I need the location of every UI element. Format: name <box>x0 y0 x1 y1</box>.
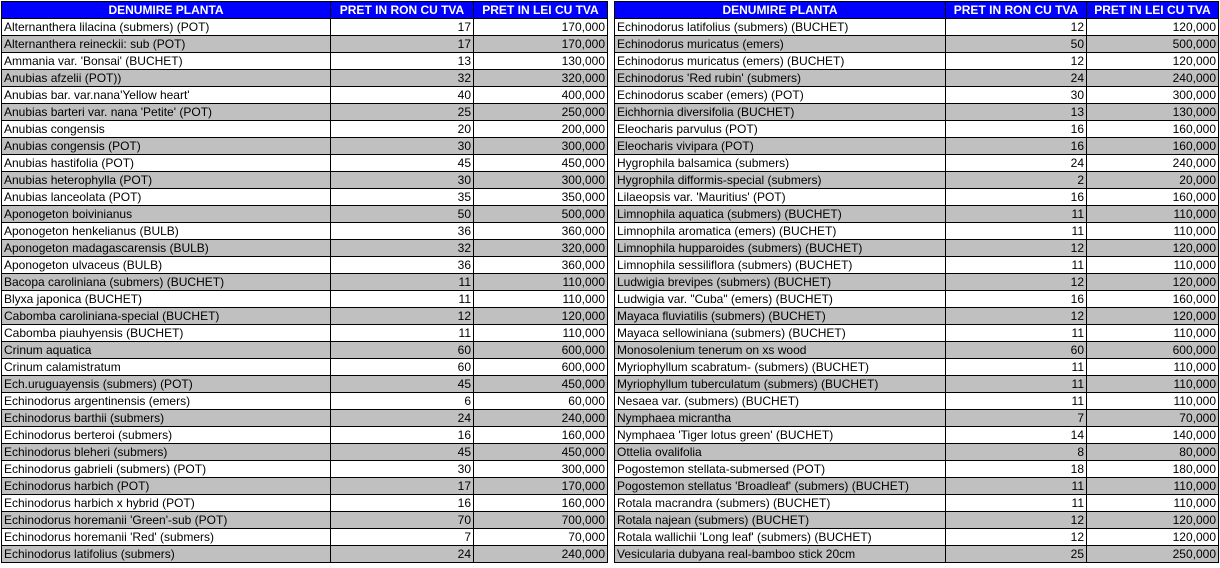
plant-name-cell[interactable]: Aponogeton henkelianus (BULB) <box>2 223 331 240</box>
plant-name-cell[interactable]: Ammania var. 'Bonsai' (BUCHET) <box>2 53 331 70</box>
price-lei-cell[interactable]: 110,000 <box>1087 376 1219 393</box>
plant-name-cell[interactable]: Pogostemon stellata-submersed (POT) <box>615 461 946 478</box>
price-ron-cell[interactable]: 45 <box>331 376 474 393</box>
price-ron-cell[interactable]: 17 <box>331 19 474 36</box>
plant-name-cell[interactable]: Echinodorus gabrieli (submers) (POT) <box>2 461 331 478</box>
plant-name-cell[interactable]: Eichhornia diversifolia (BUCHET) <box>615 104 946 121</box>
plant-name-cell[interactable]: Anubias hastifolia (POT) <box>2 155 331 172</box>
price-lei-cell[interactable]: 250,000 <box>1087 546 1219 563</box>
table-row <box>2 138 608 155</box>
price-ron-cell[interactable]: 11 <box>331 291 474 308</box>
price-lei-cell[interactable]: 450,000 <box>474 376 608 393</box>
price-lei-cell[interactable]: 70,000 <box>1087 410 1219 427</box>
price-ron-cell[interactable]: 60 <box>331 342 474 359</box>
table-row <box>615 87 1219 104</box>
table-row <box>2 70 608 87</box>
price-ron-cell[interactable]: 17 <box>331 36 474 53</box>
price-lei-cell[interactable]: 160,000 <box>1087 189 1219 206</box>
price-ron-cell[interactable]: 25 <box>946 546 1087 563</box>
table-row <box>615 206 1219 223</box>
table-row <box>2 410 608 427</box>
price-lei-cell[interactable]: 130,000 <box>474 53 608 70</box>
price-ron-cell[interactable]: 32 <box>331 70 474 87</box>
plant-name-cell[interactable]: Myriophyllum scabratum- (submers) (BUCHET) <box>615 359 946 376</box>
price-ron-cell[interactable]: 2 <box>946 172 1087 189</box>
table-row <box>615 36 1219 53</box>
price-ron-cell[interactable]: 16 <box>946 138 1087 155</box>
price-table-left <box>1 1 608 563</box>
table-row <box>615 512 1219 529</box>
price-ron-cell[interactable]: 17 <box>331 478 474 495</box>
table-row <box>2 121 608 138</box>
plant-name-cell[interactable]: Vesicularia dubyana real-bamboo stick 20cm <box>615 546 946 563</box>
plant-name-cell[interactable]: Anubias heterophylla (POT) <box>2 172 331 189</box>
plant-name-cell[interactable]: Echinodorus harbich x hybrid (POT) <box>2 495 331 512</box>
plant-name-cell[interactable]: Echinodorus latifolius (submers) <box>2 546 331 563</box>
table-row <box>615 461 1219 478</box>
table-row <box>2 444 608 461</box>
price-lei-cell[interactable]: 450,000 <box>474 444 608 461</box>
plant-name-cell[interactable]: Monosolenium tenerum on xs wood <box>615 342 946 359</box>
price-lei-cell[interactable]: 240,000 <box>1087 155 1219 172</box>
price-lei-cell[interactable]: 300,000 <box>474 461 608 478</box>
plant-name-cell[interactable]: Limnophila hupparoides (submers) (BUCHET) <box>615 240 946 257</box>
price-ron-cell[interactable]: 24 <box>331 410 474 427</box>
column-separator <box>608 0 613 568</box>
plant-name-cell[interactable]: Mayaca sellowiniana (submers) (BUCHET) <box>615 325 946 342</box>
price-ron-cell[interactable]: 36 <box>331 257 474 274</box>
plant-name-cell[interactable]: Echinodorus horemanii 'Green'-sub (POT) <box>2 512 331 529</box>
plant-name-cell[interactable]: Echinodorus harbich (POT) <box>2 478 331 495</box>
price-ron-cell[interactable]: 12 <box>946 308 1087 325</box>
price-lei-cell[interactable]: 170,000 <box>474 478 608 495</box>
price-lei-cell[interactable]: 300,000 <box>474 172 608 189</box>
price-lei-cell[interactable]: 400,000 <box>474 87 608 104</box>
price-lei-cell[interactable]: 160,000 <box>1087 291 1219 308</box>
table-row <box>2 325 608 342</box>
plant-name-cell[interactable]: Pogostemon stellatus 'Broadleaf' (submers) (BUCHET) <box>615 478 946 495</box>
table-row <box>615 376 1219 393</box>
table-row <box>2 478 608 495</box>
table-row <box>2 274 608 291</box>
plant-name-cell[interactable]: Lilaeopsis var. 'Mauritius' (POT) <box>615 189 946 206</box>
price-lei-cell[interactable]: 120,000 <box>1087 240 1219 257</box>
table-row <box>2 240 608 257</box>
table-row <box>2 172 608 189</box>
price-ron-cell[interactable]: 20 <box>331 121 474 138</box>
plant-name-cell[interactable]: Echinodorus argentinensis (emers) <box>2 393 331 410</box>
price-ron-cell[interactable]: 45 <box>331 155 474 172</box>
price-lei-cell[interactable]: 70,000 <box>474 529 608 546</box>
plant-name-cell[interactable]: Bacopa caroliniana (submers) (BUCHET) <box>2 274 331 291</box>
plant-name-cell[interactable]: Nesaea var. (submers) (BUCHET) <box>615 393 946 410</box>
table-row <box>2 257 608 274</box>
table-row <box>615 189 1219 206</box>
plant-name-cell[interactable]: Echinodorus berteroi (submers) <box>2 427 331 444</box>
price-lei-cell[interactable]: 140,000 <box>1087 427 1219 444</box>
price-ron-cell[interactable]: 50 <box>946 36 1087 53</box>
price-lei-cell[interactable]: 700,000 <box>474 512 608 529</box>
plant-name-cell[interactable]: Anubias lanceolata (POT) <box>2 189 331 206</box>
price-ron-cell[interactable]: 11 <box>946 223 1087 240</box>
plant-name-cell[interactable]: Alternanthera lilacina (submers) (POT) <box>2 19 331 36</box>
price-ron-cell[interactable]: 30 <box>331 138 474 155</box>
price-lei-cell[interactable]: 120,000 <box>1087 529 1219 546</box>
plant-name-cell[interactable]: Anubias congensis <box>2 121 331 138</box>
price-lei-cell[interactable]: 600,000 <box>474 359 608 376</box>
price-ron-cell[interactable]: 24 <box>946 70 1087 87</box>
plant-name-cell[interactable]: Mayaca fluviatilis (submers) (BUCHET) <box>615 308 946 325</box>
price-ron-cell[interactable]: 12 <box>946 240 1087 257</box>
price-lei-cell[interactable]: 170,000 <box>474 19 608 36</box>
plant-name-cell[interactable]: Cabomba caroliniana-special (BUCHET) <box>2 308 331 325</box>
table-row <box>2 291 608 308</box>
plant-name-cell[interactable]: Nymphaea 'Tiger lotus green' (BUCHET) <box>615 427 946 444</box>
price-lei-cell[interactable]: 360,000 <box>474 223 608 240</box>
price-ron-cell[interactable]: 11 <box>946 478 1087 495</box>
price-ron-cell[interactable]: 11 <box>946 359 1087 376</box>
price-table-right <box>614 1 1219 563</box>
table-row <box>615 359 1219 376</box>
table-row <box>2 223 608 240</box>
price-lei-cell[interactable]: 350,000 <box>474 189 608 206</box>
price-ron-cell[interactable]: 12 <box>946 19 1087 36</box>
table-row <box>2 342 608 359</box>
price-ron-cell[interactable]: 18 <box>946 461 1087 478</box>
price-lei-cell[interactable]: 240,000 <box>1087 70 1219 87</box>
price-lei-cell[interactable]: 120,000 <box>1087 19 1219 36</box>
price-ron-cell[interactable]: 30 <box>331 172 474 189</box>
price-ron-cell[interactable]: 11 <box>946 206 1087 223</box>
price-lei-cell[interactable]: 200,000 <box>474 121 608 138</box>
header-price-lei[interactable]: PRET IN LEI CU TVA <box>474 2 608 19</box>
price-lei-cell[interactable]: 450,000 <box>474 155 608 172</box>
price-lei-cell[interactable]: 110,000 <box>474 274 608 291</box>
table-row <box>615 19 1219 36</box>
price-ron-cell[interactable]: 13 <box>946 104 1087 121</box>
price-ron-cell[interactable]: 50 <box>331 206 474 223</box>
price-lei-cell[interactable]: 300,000 <box>474 138 608 155</box>
price-lei-cell[interactable]: 500,000 <box>474 206 608 223</box>
price-ron-cell[interactable]: 25 <box>331 104 474 121</box>
header-plant-name[interactable]: DENUMIRE PLANTA <box>2 2 331 19</box>
plant-name-cell[interactable]: Ech.uruguayensis (submers) (POT) <box>2 376 331 393</box>
price-lei-cell[interactable]: 80,000 <box>1087 444 1219 461</box>
price-lei-cell[interactable]: 320,000 <box>474 240 608 257</box>
price-ron-cell[interactable]: 40 <box>331 87 474 104</box>
price-lei-cell[interactable]: 110,000 <box>1087 325 1219 342</box>
table-row <box>2 512 608 529</box>
header-plant-name[interactable]: DENUMIRE PLANTA <box>615 2 946 19</box>
price-lei-cell[interactable]: 160,000 <box>1087 121 1219 138</box>
plant-name-cell[interactable]: Alternanthera reineckii: sub (POT) <box>2 36 331 53</box>
table-row <box>615 393 1219 410</box>
price-ron-cell[interactable]: 11 <box>946 376 1087 393</box>
plant-name-cell[interactable]: Anubias congensis (POT) <box>2 138 331 155</box>
table-row <box>615 155 1219 172</box>
price-ron-cell[interactable]: 6 <box>331 393 474 410</box>
table-row <box>615 53 1219 70</box>
price-ron-cell[interactable]: 24 <box>946 155 1087 172</box>
plant-name-cell[interactable]: Rotala macrandra (submers) (BUCHET) <box>615 495 946 512</box>
price-lei-cell[interactable]: 120,000 <box>474 308 608 325</box>
plant-name-cell[interactable]: Echinodorus muricatus (emers) <box>615 36 946 53</box>
table-row <box>615 325 1219 342</box>
table-row <box>2 87 608 104</box>
plant-name-cell[interactable]: Limnophila sessiliflora (submers) (BUCHET) <box>615 257 946 274</box>
price-ron-cell[interactable]: 11 <box>946 257 1087 274</box>
table-row <box>615 478 1219 495</box>
price-ron-cell[interactable]: 32 <box>331 240 474 257</box>
price-ron-cell[interactable]: 16 <box>946 121 1087 138</box>
plant-name-cell[interactable]: Eleocharis vivipara (POT) <box>615 138 946 155</box>
plant-name-cell[interactable]: Anubias bar. var.nana'Yellow heart' <box>2 87 331 104</box>
plant-name-cell[interactable]: Cabomba piauhyensis (BUCHET) <box>2 325 331 342</box>
plant-name-cell[interactable]: Hygrophila difformis-special (submers) <box>615 172 946 189</box>
table-row <box>2 104 608 121</box>
plant-name-cell[interactable]: Echinodorus muricatus (emers) (BUCHET) <box>615 53 946 70</box>
price-ron-cell[interactable]: 16 <box>331 427 474 444</box>
plant-name-cell[interactable]: Crinum calamistratum <box>2 359 331 376</box>
table-body-left <box>2 19 608 563</box>
price-ron-cell[interactable]: 60 <box>331 359 474 376</box>
table-row <box>2 206 608 223</box>
table-row <box>2 376 608 393</box>
price-lei-cell[interactable]: 600,000 <box>1087 342 1219 359</box>
price-lei-cell[interactable]: 120,000 <box>1087 512 1219 529</box>
plant-name-cell[interactable]: Limnophila aromatica (emers) (BUCHET) <box>615 223 946 240</box>
price-ron-cell[interactable]: 11 <box>946 495 1087 512</box>
price-lei-cell[interactable]: 320,000 <box>474 70 608 87</box>
table-row <box>615 444 1219 461</box>
table-row <box>615 308 1219 325</box>
header-row <box>2 2 608 19</box>
plant-name-cell[interactable]: Ludwigia var. "Cuba" (emers) (BUCHET) <box>615 291 946 308</box>
price-lei-cell[interactable]: 500,000 <box>1087 36 1219 53</box>
price-lei-cell[interactable]: 130,000 <box>1087 104 1219 121</box>
plant-name-cell[interactable]: Aponogeton madagascarensis (BULB) <box>2 240 331 257</box>
header-price-ron[interactable]: PRET IN RON CU TVA <box>946 2 1087 19</box>
price-ron-cell[interactable]: 7 <box>946 410 1087 427</box>
plant-name-cell[interactable]: Rotala wallichii 'Long leaf' (submers) (BUCHET) <box>615 529 946 546</box>
plant-name-cell[interactable]: Nymphaea micrantha <box>615 410 946 427</box>
header-price-lei[interactable]: PRET IN LEI CU TVA <box>1087 2 1219 19</box>
table-row <box>615 274 1219 291</box>
price-ron-cell[interactable]: 7 <box>331 529 474 546</box>
table-row <box>2 53 608 70</box>
price-lei-cell[interactable]: 160,000 <box>1087 138 1219 155</box>
plant-name-cell[interactable]: Rotala najean (submers) (BUCHET) <box>615 512 946 529</box>
table-row <box>615 342 1219 359</box>
price-ron-cell[interactable]: 12 <box>946 53 1087 70</box>
price-lei-cell[interactable]: 360,000 <box>474 257 608 274</box>
price-lei-cell[interactable]: 20,000 <box>1087 172 1219 189</box>
table-row <box>2 359 608 376</box>
plant-name-cell[interactable]: Limnophila aquatica (submers) (BUCHET) <box>615 206 946 223</box>
plant-name-cell[interactable]: Echinodorus bleheri (submers) <box>2 444 331 461</box>
table-row <box>2 155 608 172</box>
price-lei-cell[interactable]: 300,000 <box>1087 87 1219 104</box>
plant-name-cell[interactable]: Echinodorus barthii (submers) <box>2 410 331 427</box>
table-row <box>615 138 1219 155</box>
price-lei-cell[interactable]: 120,000 <box>1087 274 1219 291</box>
price-ron-cell[interactable]: 8 <box>946 444 1087 461</box>
price-lei-cell[interactable]: 110,000 <box>1087 359 1219 376</box>
price-ron-cell[interactable]: 70 <box>331 512 474 529</box>
table-row <box>2 495 608 512</box>
price-lei-cell[interactable]: 110,000 <box>1087 495 1219 512</box>
price-ron-cell[interactable]: 60 <box>946 342 1087 359</box>
price-lei-cell[interactable]: 240,000 <box>474 410 608 427</box>
plant-name-cell[interactable]: Eleocharis parvulus (POT) <box>615 121 946 138</box>
price-lei-cell[interactable]: 120,000 <box>1087 308 1219 325</box>
price-ron-cell[interactable]: 12 <box>946 529 1087 546</box>
price-lei-cell[interactable]: 110,000 <box>1087 223 1219 240</box>
price-lei-cell[interactable]: 60,000 <box>474 393 608 410</box>
table-row <box>615 223 1219 240</box>
price-ron-cell[interactable]: 11 <box>946 325 1087 342</box>
price-lei-cell[interactable]: 160,000 <box>474 495 608 512</box>
table-row <box>2 427 608 444</box>
price-lei-cell[interactable]: 170,000 <box>474 36 608 53</box>
price-ron-cell[interactable]: 14 <box>946 427 1087 444</box>
table-row <box>2 393 608 410</box>
price-ron-cell[interactable]: 11 <box>331 325 474 342</box>
table-row <box>2 36 608 53</box>
plant-name-cell[interactable]: Ludwigia brevipes (submers) (BUCHET) <box>615 274 946 291</box>
price-lei-cell[interactable]: 240,000 <box>474 546 608 563</box>
price-lei-cell[interactable]: 110,000 <box>474 325 608 342</box>
table-row <box>2 529 608 546</box>
price-ron-cell[interactable]: 12 <box>331 308 474 325</box>
table-row <box>2 189 608 206</box>
table-row <box>615 410 1219 427</box>
price-lei-cell[interactable]: 110,000 <box>1087 393 1219 410</box>
price-ron-cell[interactable]: 30 <box>946 87 1087 104</box>
price-lei-cell[interactable]: 160,000 <box>474 427 608 444</box>
table-row <box>2 308 608 325</box>
plant-name-cell[interactable]: Ottelia ovalifolia <box>615 444 946 461</box>
price-lei-cell[interactable]: 180,000 <box>1087 461 1219 478</box>
table-row <box>615 121 1219 138</box>
price-lei-cell[interactable]: 110,000 <box>1087 257 1219 274</box>
price-lei-cell[interactable]: 110,000 <box>474 291 608 308</box>
table-row <box>615 240 1219 257</box>
table-row <box>2 19 608 36</box>
plant-name-cell[interactable]: Aponogeton boivinianus <box>2 206 331 223</box>
price-ron-cell[interactable]: 11 <box>331 274 474 291</box>
table-row <box>615 291 1219 308</box>
plant-name-cell[interactable]: Hygrophila balsamica (submers) <box>615 155 946 172</box>
price-lei-cell[interactable]: 110,000 <box>1087 206 1219 223</box>
plant-name-cell[interactable]: Aponogeton ulvaceus (BULB) <box>2 257 331 274</box>
plant-name-cell[interactable]: Echinodorus latifolius (submers) (BUCHET) <box>615 19 946 36</box>
table-row <box>615 546 1219 563</box>
price-ron-cell[interactable]: 16 <box>946 189 1087 206</box>
plant-name-cell[interactable]: Myriophyllum tuberculatum (submers) (BUCHET) <box>615 376 946 393</box>
table-row <box>615 70 1219 87</box>
table-row <box>2 546 608 563</box>
table-row <box>2 461 608 478</box>
price-ron-cell[interactable]: 30 <box>331 461 474 478</box>
table-body-right <box>615 19 1219 563</box>
price-ron-cell[interactable]: 24 <box>331 546 474 563</box>
header-price-ron[interactable]: PRET IN RON CU TVA <box>331 2 474 19</box>
table-row <box>615 529 1219 546</box>
price-ron-cell[interactable]: 16 <box>331 495 474 512</box>
table-row <box>615 495 1219 512</box>
plant-name-cell[interactable]: Anubias afzelii (POT)) <box>2 70 331 87</box>
table-row <box>615 104 1219 121</box>
price-ron-cell[interactable]: 12 <box>946 274 1087 291</box>
price-ron-cell[interactable]: 12 <box>946 512 1087 529</box>
plant-name-cell[interactable]: Blyxa japonica (BUCHET) <box>2 291 331 308</box>
plant-name-cell[interactable]: Crinum aquatica <box>2 342 331 359</box>
price-lei-cell[interactable]: 110,000 <box>1087 478 1219 495</box>
price-ron-cell[interactable]: 35 <box>331 189 474 206</box>
price-ron-cell[interactable]: 16 <box>946 291 1087 308</box>
plant-name-cell[interactable]: Echinodorus scaber (emers) (POT) <box>615 87 946 104</box>
table-row <box>615 257 1219 274</box>
table-row <box>615 172 1219 189</box>
price-ron-cell[interactable]: 13 <box>331 53 474 70</box>
price-lei-cell[interactable]: 120,000 <box>1087 53 1219 70</box>
price-lei-cell[interactable]: 250,000 <box>474 104 608 121</box>
price-lei-cell[interactable]: 600,000 <box>474 342 608 359</box>
price-ron-cell[interactable]: 45 <box>331 444 474 461</box>
plant-name-cell[interactable]: Anubias barteri var. nana 'Petite' (POT) <box>2 104 331 121</box>
plant-name-cell[interactable]: Echinodorus horemanii 'Red' (submers) <box>2 529 331 546</box>
table-row <box>615 427 1219 444</box>
plant-name-cell[interactable]: Echinodorus 'Red rubin' (submers) <box>615 70 946 87</box>
header-row <box>615 2 1219 19</box>
price-ron-cell[interactable]: 11 <box>946 393 1087 410</box>
price-ron-cell[interactable]: 36 <box>331 223 474 240</box>
